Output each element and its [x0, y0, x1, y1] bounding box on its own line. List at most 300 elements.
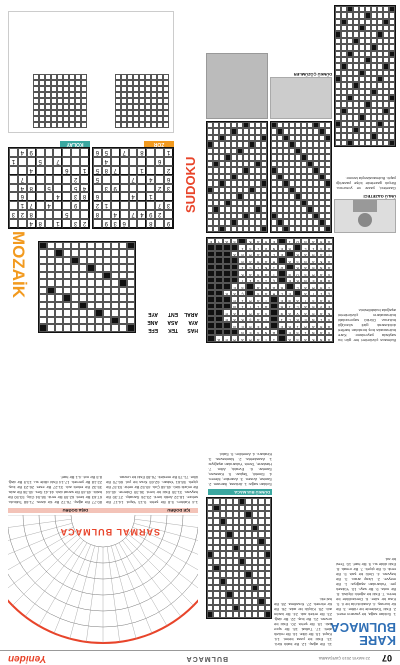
mini-grid-cell [207, 122, 213, 128]
mini-grid-cell [325, 135, 331, 141]
sudoku-cell: 1 [102, 201, 111, 210]
solution-cell: N [270, 245, 278, 252]
kare-cell [245, 591, 251, 598]
solution-cell: Ç [270, 277, 278, 284]
mini-grid-cell [383, 140, 389, 146]
sarmal-outward-clues: 80-77 Bir ağaç. 76-72 Bir tür dans. 71-68 Tutkulu. 67-63 Bir kent. 62-59 Bir renk. 58-54 Güç. 53-50 Bir balık. 49-45 Bir sanat dalı. 44-41 Ses. 40-36 Bir ada. 35-32 Bir erkek adı. 31-27 Bir eser. 26-23 Bir kuş. 22-18 Bir yemek. 17-14 Eski dilde su. 13-9 Bir dağ. 8-5 Bir not. 4-1 Bir harf. [8, 475, 102, 505]
mozaik-cell [71, 242, 79, 250]
mini-grid-cell [325, 193, 331, 199]
mini-grid-cell [249, 141, 255, 147]
kare-cell [233, 545, 239, 552]
sudoku-solution-cell [63, 98, 69, 104]
mini-grid-cell [371, 6, 377, 12]
mozaik-cell [111, 250, 119, 258]
kare-cell [258, 611, 264, 618]
mini-grid-cell [359, 38, 365, 44]
mini-grid-cell [341, 70, 347, 76]
mini-grid-cell [335, 12, 341, 18]
mini-grid-cell [319, 167, 325, 173]
solution-cell: D [294, 238, 302, 245]
mini-grid-cell [365, 121, 371, 127]
sudoku-solution-cell [151, 116, 157, 122]
kare-cell [252, 518, 258, 525]
sudoku-solution-cell [139, 86, 145, 92]
solution-cell: N [239, 329, 247, 336]
mini-grid-cell [359, 89, 365, 95]
mini-grid-cell [307, 122, 313, 128]
kare-cell [245, 518, 251, 525]
sudoku-cell [9, 201, 18, 210]
solution-cell: T [302, 297, 310, 304]
mozaik-cell [71, 272, 79, 280]
sudoku-cell: 5 [93, 175, 102, 184]
sarmal-spoke [54, 545, 91, 634]
solution-cell [215, 316, 223, 323]
sudoku-cell: 2 [18, 210, 27, 219]
sudoku-solution-cell [127, 122, 133, 128]
mini-grid-cell [307, 148, 313, 154]
mozaik-cell [111, 272, 119, 280]
solution-cell: K [294, 264, 302, 271]
solution-cell: A [254, 310, 262, 317]
kare-cell [265, 571, 271, 578]
solution-cell: S [254, 329, 262, 336]
kare-cell [233, 578, 239, 585]
mini-grid-cell [335, 95, 341, 101]
kare-cell [245, 545, 251, 552]
mozaik-cell [119, 325, 127, 333]
kare-cell [252, 558, 258, 565]
sudoku-solution-cell [121, 116, 127, 122]
kare-cell [239, 558, 245, 565]
solution-cell: L [294, 303, 302, 310]
sudoku-solution-cell [151, 92, 157, 98]
solution-cell: A [302, 336, 310, 343]
sudoku-solution-cell [157, 116, 163, 122]
mini-grid-cell [213, 193, 219, 199]
page-number: 07 [381, 653, 392, 663]
mini-grid-cell [283, 135, 289, 141]
mozaik-cell [103, 265, 111, 273]
sudoku-solution-cell [39, 104, 45, 110]
sudoku-cell [80, 157, 89, 166]
sudoku-cell: 5 [71, 184, 80, 193]
sudoku-cell [36, 184, 45, 193]
solution-cell [270, 316, 278, 323]
solution-cell: N [309, 329, 317, 336]
mozaik-cell [119, 250, 127, 258]
sudoku-cell: 9 [27, 148, 36, 157]
sudoku-solution-cell [75, 116, 81, 122]
solution-cell: M [246, 297, 254, 304]
mini-grid-cell [365, 89, 371, 95]
mini-grid-cell [347, 114, 353, 120]
solution-cell [215, 329, 223, 336]
kare-cell [239, 505, 245, 512]
mini-grid-cell [353, 12, 359, 18]
mini-grid-cell [319, 213, 325, 219]
kare-cell [233, 605, 239, 612]
mini-grid-cell [237, 128, 243, 134]
sudoku-cell: 1 [164, 148, 173, 157]
sudoku-cell [80, 201, 89, 210]
solution-cell: A [325, 323, 333, 330]
mini-grid-cell [313, 154, 319, 160]
mini-grid-cell [383, 57, 389, 63]
sudoku-cell [62, 184, 71, 193]
mini-grid-cell [371, 44, 377, 50]
mozaik-cell [71, 287, 79, 295]
solution-cell [223, 297, 231, 304]
kare-cell [220, 531, 226, 538]
mini-grid-cell [255, 200, 261, 206]
sudoku-solution-cell [163, 104, 169, 110]
mini-grid-cell [389, 63, 395, 69]
mini-grid-cell [255, 141, 261, 147]
mini-grid-cell [353, 108, 359, 114]
kare-cell [226, 558, 232, 565]
sudoku-cell [45, 166, 54, 175]
mini-grid-cell [271, 154, 277, 160]
solution-cell: K [294, 251, 302, 258]
sudoku-cell: 8 [146, 219, 155, 228]
mini-grid-cell [383, 38, 389, 44]
sudoku-cell [62, 219, 71, 228]
sudoku-easy-grid [8, 147, 90, 229]
mini-grid-cell [261, 154, 267, 160]
mini-grid-cell [371, 114, 377, 120]
solution-cell: A [302, 251, 310, 258]
solution-cell: A [302, 290, 310, 297]
sudoku-solution-cell [139, 110, 145, 116]
mini-grid-cell [255, 174, 261, 180]
mini-grid-cell [377, 51, 383, 57]
mini-grid-cell [277, 213, 283, 219]
mini-grid-cell [307, 141, 313, 147]
mini-grid-cell [383, 19, 389, 25]
mini-grid-cell [237, 226, 243, 232]
mini-grid-cell [271, 180, 277, 186]
solution-cell: S [325, 271, 333, 278]
sudoku-solution-cell [33, 98, 39, 104]
solution-cell: İ [254, 245, 262, 252]
mini-grid-cell [237, 135, 243, 141]
sarmal-bulmaca-section [4, 347, 200, 647]
mini-grid-cell [301, 226, 307, 232]
mozaik-word: EFE [148, 327, 158, 333]
solution-cell: H [309, 251, 317, 258]
mini-grid-cell [335, 70, 341, 76]
mini-grid-cell [213, 167, 219, 173]
kare-cell [265, 551, 271, 558]
solution-cell: S [231, 238, 239, 245]
sudoku-cell: 2 [155, 210, 164, 219]
mini-grid-cell [225, 206, 231, 212]
mozaik-word: ENT [168, 311, 178, 317]
mozaik-cell [71, 265, 79, 273]
mini-grid-cell [365, 95, 371, 101]
mozaik-cell [63, 250, 71, 258]
mozaik-cell [87, 310, 95, 318]
mini-grid-cell [341, 6, 347, 12]
sudoku-solution-cell [63, 86, 69, 92]
sudoku-cell: 4 [18, 184, 27, 193]
mozaik-cell [87, 295, 95, 303]
mozaik-cell [55, 287, 63, 295]
solution-grid [206, 237, 334, 343]
mozaik-cell [79, 250, 87, 258]
mini-grid-cell [377, 133, 383, 139]
sudoku-solution-cell [145, 116, 151, 122]
mini-grid-cell [353, 51, 359, 57]
sudoku-solution-cell [163, 74, 169, 80]
mini-grid-cell [383, 25, 389, 31]
sudoku-cell: 8 [80, 192, 89, 201]
mozaik-cell [55, 280, 63, 288]
mini-grid-cell [243, 174, 249, 180]
sudoku-solution-cell [151, 74, 157, 80]
mini-grid-cell [365, 38, 371, 44]
mini-grid-cell [261, 141, 267, 147]
kare-cell [207, 551, 213, 558]
sudoku-cell: 7 [53, 157, 62, 166]
sudoku-cell: 8 [93, 210, 102, 219]
mini-grid-cell [261, 219, 267, 225]
mini-grid-cell [249, 187, 255, 193]
mini-grid-cell [313, 148, 319, 154]
sudoku-solution-cell [163, 116, 169, 122]
solution-section [206, 237, 396, 343]
kare-cell [213, 585, 219, 592]
mini-grid-cell [243, 226, 249, 232]
mini-grid-cell [371, 140, 377, 146]
solution-cell: A [231, 290, 239, 297]
mini-grid-cell [219, 141, 225, 147]
solution-cell: K [223, 290, 231, 297]
solution-cell [286, 251, 294, 258]
date-line: 22 MAYIS 2019 ÇARŞAMBA [318, 656, 370, 661]
mozaik-cell [103, 302, 111, 310]
mini-grid-cell [377, 95, 383, 101]
solution-cell [207, 290, 215, 297]
mini-grid-cell [207, 206, 213, 212]
mini-grid-cell [377, 12, 383, 18]
mini-grid-cell [341, 51, 347, 57]
mini-grid-cell [335, 51, 341, 57]
sudoku-cell [164, 210, 173, 219]
mini-grid-cell [283, 193, 289, 199]
solution-cell: A [325, 258, 333, 265]
mini-grid-cell [289, 206, 295, 212]
mozaik-cell [127, 250, 135, 258]
kare-cell [226, 578, 232, 585]
kare-cell [265, 611, 271, 618]
sudoku-cell [155, 166, 164, 175]
sudoku-cell: 4 [45, 201, 54, 210]
solution-cell: M [246, 251, 254, 258]
mini-grid-cell [255, 167, 261, 173]
mini-grid-cell [237, 193, 243, 199]
mozaik-cell [95, 317, 103, 325]
sudoku-cell: 5 [62, 210, 71, 219]
kare-cell [252, 578, 258, 585]
solution-cell: A [246, 258, 254, 265]
kare-cell [226, 498, 232, 505]
mini-grid-cell [319, 161, 325, 167]
solution-cell: D [262, 245, 270, 252]
mini-grid-cell [365, 76, 371, 82]
mini-grid-cell [377, 25, 383, 31]
sudoku-solution-cell [145, 86, 151, 92]
mozaik-cell [87, 265, 95, 273]
mini-grid-cell [371, 127, 377, 133]
kare-cell [226, 518, 232, 525]
mini-grid-cell [341, 31, 347, 37]
sudoku-cell: 8 [27, 210, 36, 219]
solution-cell: E [254, 323, 262, 330]
kare-cell [207, 598, 213, 605]
sarmal-spoke [8, 531, 75, 579]
sudoku-cell [53, 148, 62, 157]
mini-grid-cell [255, 122, 261, 128]
solution-cell [223, 329, 231, 336]
sudoku-solution-cell [51, 104, 57, 110]
mozaik-cell [47, 310, 55, 318]
sudoku-solution-cell [33, 110, 39, 116]
kare-cell [239, 545, 245, 552]
sudoku-cell: 3 [102, 184, 111, 193]
kare-cell [252, 551, 258, 558]
mini-grid-cell [207, 174, 213, 180]
brand-logo: Yeniden [8, 653, 47, 664]
sudoku-cell [120, 157, 129, 166]
mozaik-cell [47, 242, 55, 250]
sudoku-cell: 2 [93, 201, 102, 210]
kare-cell [239, 531, 245, 538]
mini-grid-cell [249, 206, 255, 212]
mini-grid-cell [307, 174, 313, 180]
kare-cell [239, 611, 245, 618]
sudoku-solution-cell [81, 98, 87, 104]
kare-cell [220, 525, 226, 532]
sudoku-solution-cell [45, 86, 51, 92]
mini-grid-cell [271, 135, 277, 141]
solution-cell [270, 303, 278, 310]
sudoku-cell [62, 157, 71, 166]
kare-cell [226, 598, 232, 605]
kare-cell [226, 611, 232, 618]
solution-cell [207, 303, 215, 310]
mozaik-cell [63, 295, 71, 303]
solution-cell: R [239, 258, 247, 265]
mini-grid-cell [389, 19, 395, 25]
sudoku-cell: 8 [102, 166, 111, 175]
mini-grid-cell [231, 135, 237, 141]
mini-grid-cell [213, 154, 219, 160]
sudoku-solution-cell [157, 86, 163, 92]
mozaik-cell [79, 280, 87, 288]
solution-cell: R [223, 310, 231, 317]
mini-grid-cell [289, 154, 295, 160]
mini-grid-cell [213, 148, 219, 154]
mozaik-cell [103, 295, 111, 303]
solution-cell: L [286, 316, 294, 323]
solution-cell: A [286, 310, 294, 317]
mini-grid-cell [219, 180, 225, 186]
sudoku-solution-cell [121, 74, 127, 80]
kare-cell [252, 591, 258, 598]
mini-grid-cell [389, 76, 395, 82]
mini-grid-cell [295, 167, 301, 173]
sudoku-solution-cell [57, 86, 63, 92]
kare-cell [213, 558, 219, 565]
solution-cell [223, 323, 231, 330]
kare-cell [258, 551, 264, 558]
solution-cell: K [239, 271, 247, 278]
mini-grid-cell [307, 154, 313, 160]
sarmal-spoke [25, 540, 83, 616]
mini-grid-cell [377, 38, 383, 44]
mini-grid-cell [295, 148, 301, 154]
mini-grid-cell [237, 213, 243, 219]
kare-cell [258, 498, 264, 505]
solution-cell: K [278, 284, 286, 291]
kare-cell [233, 611, 239, 618]
solution-cell [215, 303, 223, 310]
mozaik-cell [71, 257, 79, 265]
sarmal-spoke [70, 546, 95, 639]
sudoku-solution-cell [139, 74, 145, 80]
solution-cell: M [302, 323, 310, 330]
kare-cell [233, 498, 239, 505]
mini-grid-cell [325, 200, 331, 206]
mozaik-cell [111, 242, 119, 250]
solution-cell: A [262, 258, 270, 265]
mini-grid-cell [301, 135, 307, 141]
mozaik-cell [95, 280, 103, 288]
mini-grid-cell [255, 219, 261, 225]
mini-grid-cell [231, 187, 237, 193]
solution-cell [215, 297, 223, 304]
mini-grid-cell [389, 140, 395, 146]
solution-cell: L [294, 284, 302, 291]
mozaik-cell [127, 257, 135, 265]
kare-cell [233, 538, 239, 545]
mini-grid-cell [231, 193, 237, 199]
mozaik-cell [55, 257, 63, 265]
solution-cell [207, 284, 215, 291]
mini-grid-cell [271, 219, 277, 225]
mozaik-cell [39, 287, 47, 295]
sudoku-solution-cell [45, 74, 51, 80]
kare-cell [213, 605, 219, 612]
mini-grid-cell [231, 206, 237, 212]
mini-grid-cell [271, 200, 277, 206]
sudoku-solution-cell [127, 80, 133, 86]
kare-cell [220, 591, 226, 598]
sudoku-solution-cell [45, 104, 51, 110]
mini-grid-cell [347, 63, 353, 69]
mini-grid-cell [365, 101, 371, 107]
sudoku-solution-cell [163, 110, 169, 116]
mini-grid-cell [289, 161, 295, 167]
mozaik-cell [71, 250, 79, 258]
solution-cell [207, 245, 215, 252]
mini-grid-cell [295, 135, 301, 141]
sudoku-cell: 1 [80, 166, 89, 175]
mini-grid-cell [237, 206, 243, 212]
mini-grid-mid [270, 121, 332, 233]
